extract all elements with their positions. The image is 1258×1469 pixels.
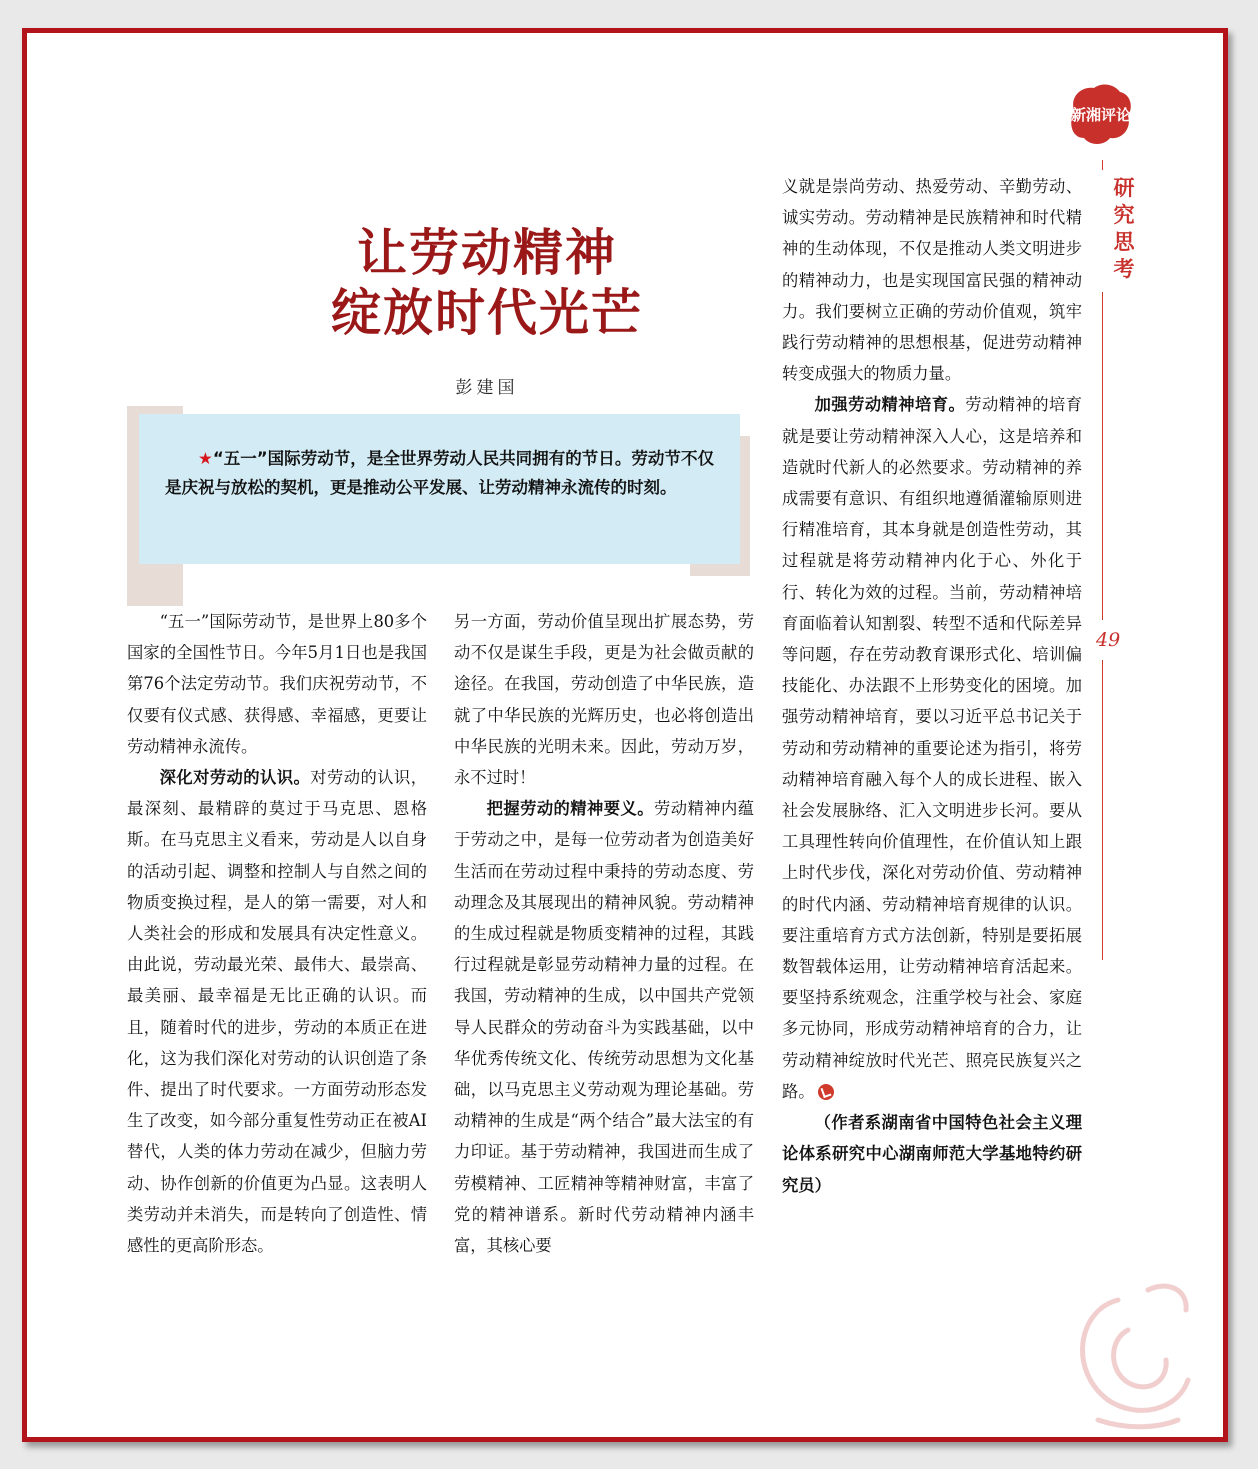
- page-number: 49: [1096, 629, 1121, 651]
- author-note-text: （作者系湖南省中国特色社会主义理论体系研究中心湖南师范大学基地特约研究员）: [782, 1113, 1082, 1195]
- section-2-text: 劳动精神内蕴于劳动之中，是每一位劳动者为创造美好生活而在劳动过程中秉持的劳动态度、劳动理念及其展现出的精神风貌。劳动精神的生成过程就是物质变精神的过程，其践行过程就是彰显劳动精神力量的过程。在我国，劳动精神的生成，以中国共产党领导人民群众的劳动奋斗为实践基础，以中华优秀传统文化、传统劳动思想为文化基础，以马克思主义劳动观为理论基础。劳动精神的生成是“两个结合”最大法宝的有力印证。基于劳动精神，我国进而生成了劳模精神、工匠精神等精神财富，丰富了党的精神谱系。新时代劳动精神内涵丰富，其核心要: [454, 799, 754, 1256]
- author-name: 彭建国: [455, 378, 519, 398]
- star-icon: ★: [198, 449, 213, 468]
- magazine-logo-icon: [1066, 80, 1136, 150]
- section-heading-2: 把握劳动的精神要义。: [486, 799, 654, 819]
- section-heading-1: 深化对劳动的认识。: [159, 768, 311, 788]
- logo-text: 新湘评论: [1070, 106, 1132, 124]
- end-mark-icon: [818, 1084, 834, 1100]
- abstract-text: “五一”国际劳动节，是全世界劳动人民共同拥有的节日。劳动节不仅是庆祝与放松的契机，更是推动公平发展、让劳动精神永流传的时刻。: [165, 449, 714, 497]
- body-column-2: [454, 606, 754, 1261]
- paragraph-section-3: [782, 389, 1082, 1107]
- abstract-box: [139, 414, 740, 564]
- body-column-3: [782, 171, 1082, 1201]
- section-heading-3: 加强劳动精神培育。: [814, 395, 966, 415]
- paragraph-section-2-cont: 义就是崇尚劳动、热爱劳动、辛勤劳动、诚实劳动。劳动精神是民族精神和时代精神的生动体现，不仅是推动人类文明进步的精神动力，也是实现国富民强的精神动力。我们要树立正确的劳动价值观，筑牢践行劳动精神的思想根基，促进劳动精神转变成强大的物质力量。: [782, 177, 1082, 384]
- section-label: 研究思考: [1113, 176, 1135, 281]
- phoenix-decoration-icon: [1058, 1260, 1208, 1440]
- title-line-2: 绽放时代光芒: [331, 284, 643, 342]
- paragraph-section-1-cont: 另一方面，劳动价值呈现出扩展态势，劳动不仅是谋生手段，更是为社会做贡献的途径。在我国，劳动创造了中华民族，造就了中华民族的光辉历史，也必将创造出中华民族的光明未来。因此，劳动万岁，永不过时！: [454, 612, 754, 788]
- section-3-text: 劳动精神的培育就是要让劳动精神深入人心，这是培养和造就时代新人的必然要求。劳动精神的养成需要有意识、有组织地遵循灌输原则进行精准培育，其本身就是创造性劳动，其过程就是将劳动精神内化于心、外化于行、转化为效的过程。当前，劳动精神培育面临着认知割裂、转型不适和代际差异等问题，存在劳动教育课形式化、培训偏技能化、办法跟不上形势变化的困境。加强劳动精神培育，要以习近平总书记关于劳动和劳动精神的重要论述为指引，将劳动精神培育融入每个人的成长进程、嵌入社会发展脉络、汇入文明进步长河。要从工具理性转向价值理性，在价值认知上跟上时代步伐，深化对劳动价值、劳动精神的时代内涵、劳动精神培育规律的认识。要注重培育方式方法创新，特别是要拓展数智载体运用，让劳动精神培育活起来。要坚持系统观念，注重学校与社会、家庭多元协同，形成劳动精神培育的合力，让劳动精神绽放时代光芒、照亮民族复兴之路。: [782, 395, 1082, 1101]
- section-1-text: 对劳动的认识，最深刻、最精辟的莫过于马克思、恩格斯。在马克思主义看来，劳动是人以自身的活动引起、调整和控制人与自然之间的物质变换过程，是人的第一需要，对人和人类社会的形成和发展具有决定性意义。由此说，劳动最光荣、最伟大、最崇高、最美丽、最幸福是无比正确的认识。而且，随着时代的进步，劳动的本质正在进化，这为我们深化对劳动的认识创造了条件、提出了时代要求。一方面劳动形态发生了改变，如今部分重复性劳动正在被AI替代，人类的体力劳动在减少，但脑力劳动、协作创新的价值更为凸显。这表明人类劳动并未消失，而是转向了创造性、情感性的更高阶形态。: [127, 768, 427, 1256]
- paragraph-section-1: [127, 762, 427, 1261]
- sidebar-line-mid: [1102, 292, 1103, 620]
- paragraph-section-2: [454, 793, 754, 1261]
- author-note: [782, 1107, 1082, 1201]
- paragraph-intro: “五一”国际劳动节，是世界上80多个国家的全国性节日。今年5月1日也是我国第76个法定劳动节。我们庆祝劳动节，不仅要有仪式感、获得感、幸福感，更要让劳动精神永流传。: [127, 612, 427, 756]
- title-line-1: 让劳动精神: [357, 224, 617, 282]
- sidebar-line-top: [1102, 160, 1103, 170]
- body-column-1: [127, 606, 427, 1261]
- sidebar-line-bottom: [1102, 660, 1103, 960]
